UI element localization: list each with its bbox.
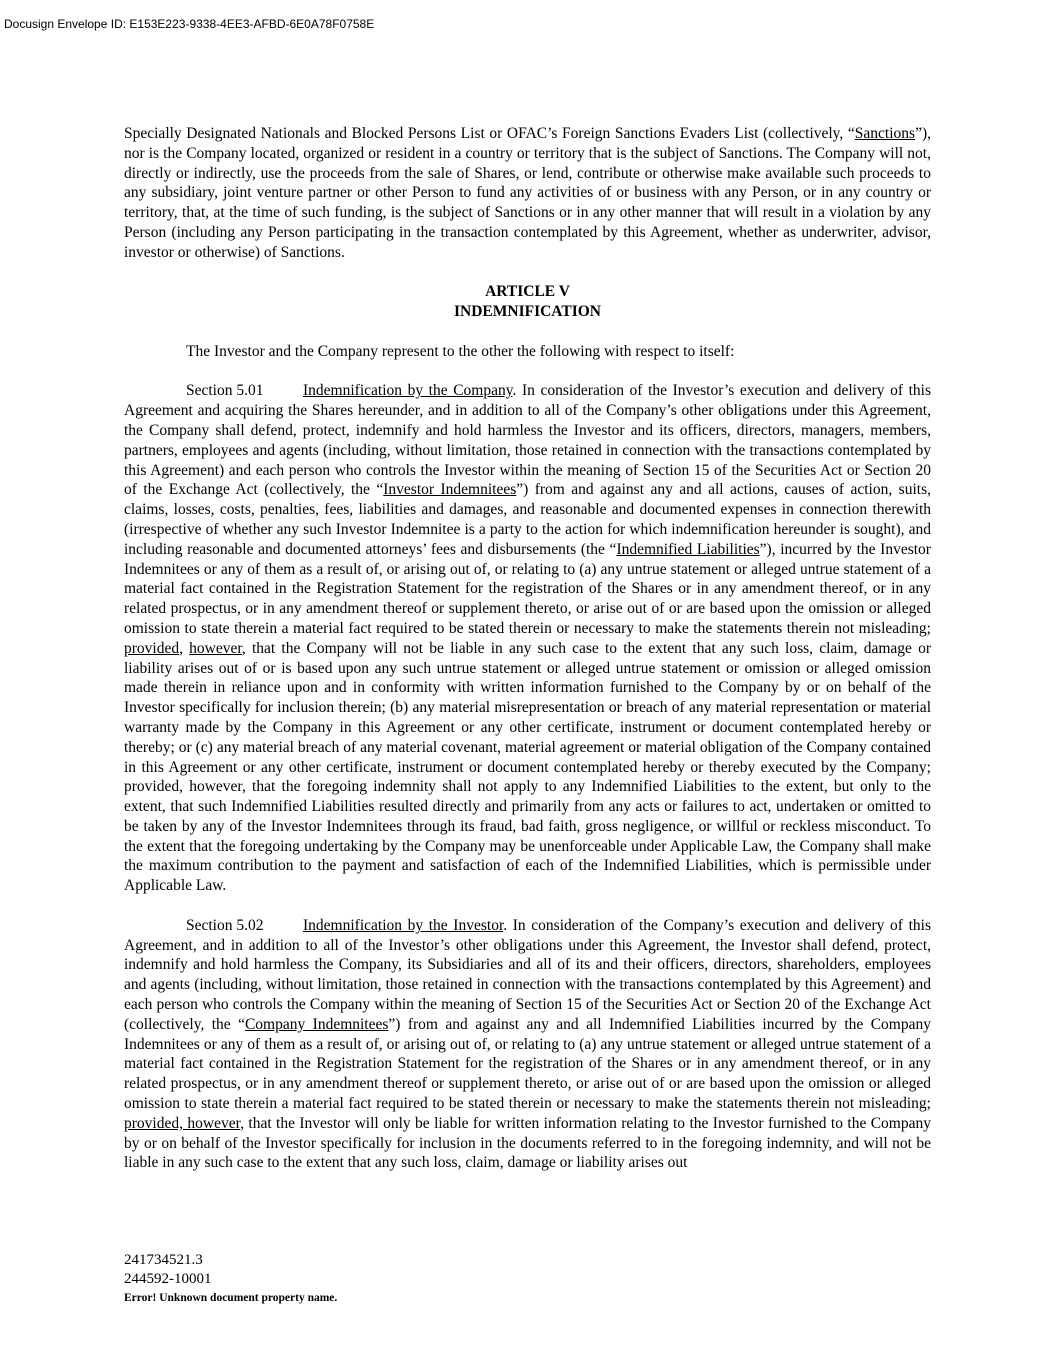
section-5-01: Section 5.01 Indemnification by the Company. In consideration of the Investor’s execution and delivery of this Agreement and acquiring the Shares hereunder, and in addition to all of the Company’s other obligations under this Agreement, the Company shall defend, protect, indemnify and hold harmless the Investor and its officers, directors, managers, members, partners, employees and agents (including, without limitation, those retained in connection with the transactions contemplated by this Agreement) and each person who controls the Investor within the meaning of Section 15 of the Securities Act or Section 20 of the Exchange Act (collectively, the “Investor Indemnitees”) from and against any and all actions, causes of action, suits, claims, losses, costs, penalties, fees, liabilities and damages, and reasonable and documented expenses in connection therewith (irrespective of whether any such Investor Indemnitee is a party to the action for which indemnification hereunder is sought), and including reasonable and documented attorneys’ fees and disbursements (the “Indemnified Liabilities”), incurred by the Investor Indemnitees or any of them as a result of, or arising out of, or relating to (a) any untrue statement or alleged untrue statement of a material fact contained in the Registration Statement for the registration of the Shares or in any amendment thereof, or in any related prospectus, or in any amendment thereof or supplement thereto, or arise out of or are based upon the omission or alleged omission to state therein a material fact required to be stated therein or necessary to make the statements therein not misleading; provided, however, that the Company will not be liable in any such case to the extent that any such loss, claim, damage or liability arises out of or is based upon any such untrue statement or alleged untrue statement or omission or alleged omission made therein in reliance upon and in conformity with written information furnished to the Company by or on behalf of the Investor specifically for inclusion therein; (b) any material misrepresentation or breach of any material representation or material warranty made by the Company in this Agreement or any other certificate, instrument or document contemplated hereby or thereby; or (c) any material breach of any material covenant, material agreement or material obligation of the Company contained in this Agreement or any other certificate, instrument or document contemplated hereby or thereby executed by the Company; provided, however, that the foregoing indemnity shall not apply to any Indemnified Liabilities to the extent, but only to the extent, that such Indemnified Liabilities resulted directly and primarily from any acts or failures to act, undertaken or omitted to be taken by any of the Investor Indemnitees through its fraud, bad faith, gross negligence, or willful or reckless misconduct. To the extent that the foregoing undertaking by the Company may be unenforceable under Applicable Law, the Company shall make the maximum contribution to the payment and satisfaction of each of the Indemnified Liabilities, which is permissible under Applicable Law.	[124, 382, 931, 895]
section-number: Section 5.02	[186, 916, 264, 934]
defined-term-sanctions: Sanctions	[854, 125, 916, 142]
section-5-02: Section 5.02 Indemnification by the Investor. In consideration of the Company’s execution and delivery of this Agreement, and in addition to all of the Investor’s other obligations under this Agreement, the Investor shall defend, protect, indemnify and hold harmless the Company, its Subsidiaries and all of its and their officers, directors, shareholders, employees and agents (including, without limitation, those retained in connection with the transactions contemplated by this Agreement) and each person who controls the Company within the meaning of Section 15 of the Securities Act or Section 20 of the Exchange Act (collectively, the “Company Indemnitees”) from and against any and all Indemnified Liabilities incurred by the Company Indemnitees or any of them as a result of, or arising out of, or relating to (a) any untrue statement or alleged untrue statement of a material fact contained in the Registration Statement for the registration of the Shares or in any amendment thereof, or in any related prospectus, or in any amendment thereof or supplement thereto, or arise out of or are based upon the omission or alleged omission to state therein a material fact required to be stated therein or necessary to make the statements therein not misleading; provided, however, that the Investor will only be liable for written information relating to the Investor furnished to the Company by or on behalf of the Investor specifically for inclusion in the documents referred to in the foregoing indemnity, and will not be liable in any such case to the extent that any such loss, claim, damage or liability arises out	[124, 916, 931, 1172]
page-footer	[124, 1251, 337, 1307]
article-preamble: The Investor and the Company represent to the other the following with respect to itself:	[186, 342, 735, 360]
article-number: ARTICLE V	[485, 283, 570, 301]
defined-term-investor-indemnitees: Investor Indemnitees	[383, 481, 517, 499]
section-heading: Indemnification by the Investor	[303, 916, 504, 934]
footer-error-text: Error! Unknown document property name.	[124, 1292, 338, 1304]
document-page	[124, 124, 931, 1173]
footer-matter-number: 244592-10001	[124, 1271, 212, 1287]
docusign-envelope-id: Docusign Envelope ID: E153E223-9338-4EE3-AFBD-6E0A78F0758E	[4, 17, 375, 31]
section-number: Section 5.01	[186, 382, 264, 400]
defined-term-indemnified-liabilities: Indemnified Liabilities	[616, 540, 760, 558]
article-title: INDEMNIFICATION	[454, 303, 601, 321]
section-heading: Indemnification by the Company	[303, 382, 513, 400]
defined-term-company-indemnitees: Company Indemnitees	[244, 1015, 389, 1033]
intro-paragraph: Specially Designated Nationals and Blocked Persons List or OFAC’s Foreign Sanctions Evaders List (collectively, “Sanctions”), nor is the Company located, organized or resident in a country or territory that is the subject of Sanctions. The Company will not, directly or indirectly, use the proceeds from the sale of Shares, or lend, contribute or otherwise make available such proceeds to any subsidiary, joint venture partner or other Person to fund any activities of or business with any Person, or in any country or territory, that, at the time of such funding, is the subject of Sanctions or in any other manner that will result in a violation by any Person (including any Person participating in the transaction contemplated by this Agreement, whether as underwriter, advisor, investor or otherwise) of Sanctions.	[124, 125, 931, 261]
footer-doc-number: 241734521.3	[124, 1252, 203, 1268]
